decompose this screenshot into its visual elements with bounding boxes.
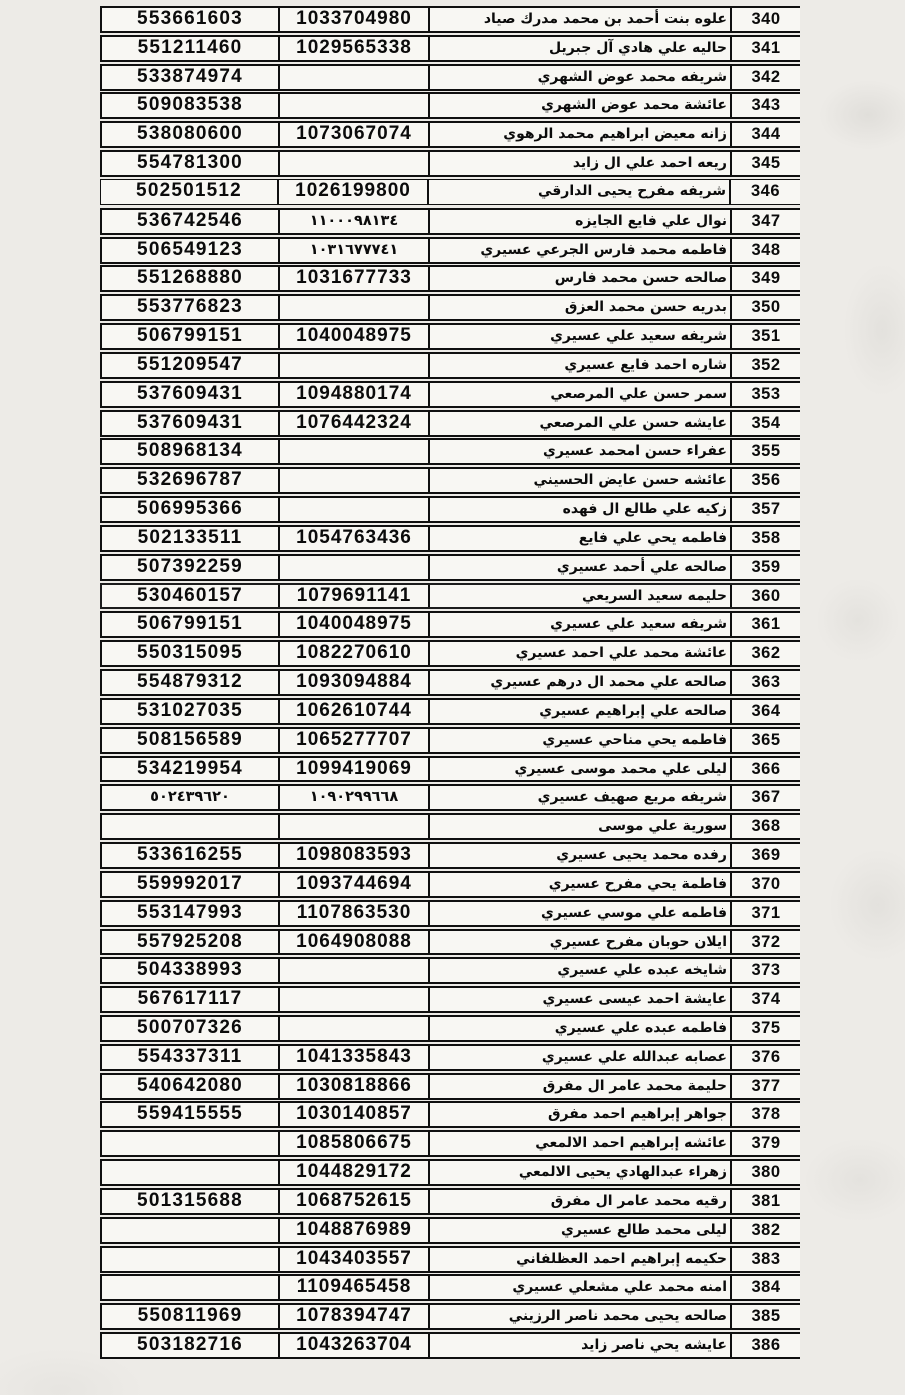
- national-id-cell: 1041335843: [280, 1046, 430, 1069]
- national-id-cell: 1078394747: [280, 1305, 430, 1328]
- table-row: [100, 583, 800, 610]
- phone-cell: [102, 1276, 280, 1299]
- phone-cell: [102, 1161, 280, 1184]
- table-row: [100, 92, 800, 119]
- name-cell: فاطمة يحي مفرح عسيري: [430, 873, 732, 896]
- phone-cell: 502133511: [102, 527, 280, 550]
- phone-cell: 540642080: [102, 1075, 280, 1098]
- phone-cell: 553776823: [102, 296, 280, 319]
- name-cell: صالحه حسن محمد فارس: [430, 267, 732, 290]
- row-number-cell: 360: [751, 586, 781, 605]
- phone-cell: [102, 815, 280, 838]
- phone-cell: 536742546: [102, 210, 280, 233]
- row-number-cell: 358: [751, 528, 781, 547]
- table-row: [100, 929, 800, 956]
- phone-cell: 500707326: [102, 1017, 280, 1040]
- name-cell: فاطمه محمد فارس الجرعي عسيري: [430, 239, 732, 262]
- row-number-cell: 351: [751, 327, 781, 346]
- phone-cell: 553147993: [102, 902, 280, 925]
- name-cell: شريفه سعيد علي عسيري: [430, 613, 732, 636]
- row-number-cell: 381: [751, 1191, 781, 1210]
- row-number-cell: 353: [751, 384, 781, 403]
- name-cell: عائشة محمد علي احمد عسيري: [430, 642, 732, 665]
- row-number-cell: 376: [751, 1047, 781, 1066]
- name-cell: حاليه علي هادي آل جبريل: [430, 37, 732, 60]
- national-id-cell: [280, 66, 430, 89]
- name-cell: ريعه احمد علي ال زايد: [430, 152, 732, 175]
- row-number-cell: 379: [751, 1134, 781, 1153]
- table-row: [100, 1130, 800, 1157]
- row-number-cell: 342: [751, 67, 781, 86]
- national-id-cell: [280, 354, 430, 377]
- phone-cell: 537609431: [102, 412, 280, 435]
- phone-cell: 509083538: [102, 94, 280, 117]
- national-id-cell: 1098083593: [280, 844, 430, 867]
- name-cell: جواهر إبراهيم احمد مفرق: [430, 1103, 732, 1126]
- table-row: [100, 698, 800, 725]
- row-number-cell: 356: [751, 471, 781, 490]
- row-number-cell: 346: [750, 181, 781, 200]
- phone-cell: 530460157: [102, 585, 280, 608]
- national-id-cell: 1065277707: [280, 729, 430, 752]
- national-id-cell: [280, 498, 430, 521]
- row-number-cell: 340: [751, 10, 781, 28]
- table-row: [100, 150, 800, 177]
- row-number-cell: 386: [751, 1336, 781, 1355]
- table-row: [100, 35, 800, 62]
- table-row: [100, 1246, 800, 1273]
- name-cell: عائشه إبراهيم احمد الالمعي: [430, 1132, 732, 1155]
- phone-cell: 550811969: [102, 1305, 280, 1328]
- table-row: [100, 1274, 800, 1301]
- row-number-cell: 380: [751, 1163, 781, 1182]
- national-id-cell: 1082270610: [280, 642, 430, 665]
- national-id-cell: 1030140857: [280, 1103, 430, 1126]
- table-row: [100, 179, 800, 205]
- name-cell: صالحه يحيى محمد ناصر الرزيني: [430, 1305, 732, 1328]
- name-cell: زهراء عبدالهادي يحيى الالمعي: [430, 1161, 732, 1184]
- row-number-cell: 361: [751, 615, 781, 634]
- name-cell: فاطمه يحي علي فايع: [430, 527, 732, 550]
- row-number-cell: 374: [751, 990, 781, 1009]
- row-number-cell: 367: [751, 788, 781, 807]
- national-id-cell: [280, 440, 430, 463]
- national-id-cell: [280, 556, 430, 579]
- national-id-cell: 1040048975: [280, 325, 430, 348]
- table-row: [100, 323, 800, 350]
- name-cell: شايخه عبده علي عسيري: [430, 959, 732, 982]
- national-id-cell: 1054763436: [280, 527, 430, 550]
- name-cell: صالحه علي إبراهيم عسيري: [430, 700, 732, 723]
- national-id-cell: 1040048975: [280, 613, 430, 636]
- national-id-cell: [280, 469, 430, 492]
- national-id-cell: 1107863530: [280, 902, 430, 925]
- row-number-cell: 348: [751, 240, 781, 259]
- name-cell: شريفه محمد عوض الشهري: [430, 66, 732, 89]
- row-number-cell: 375: [751, 1019, 781, 1037]
- national-id-cell: ١١٠٠٠٩٨١٣٤: [280, 210, 430, 233]
- row-number-cell: 373: [751, 961, 781, 980]
- row-number-cell: 366: [751, 759, 781, 778]
- table-row: [100, 1044, 800, 1071]
- phone-cell: [102, 1219, 280, 1242]
- table-row: [100, 554, 800, 581]
- row-number-cell: 362: [751, 644, 781, 663]
- table-row: [100, 208, 800, 235]
- phone-cell: 551209547: [102, 354, 280, 377]
- table-row: [100, 871, 800, 898]
- table-row: [100, 669, 800, 696]
- name-cell: فاطمه علي موسي عسيري: [430, 902, 732, 925]
- name-cell: شاره احمد فايع عسيري: [430, 354, 732, 377]
- name-cell: عايشه يحي ناصر زايد: [430, 1334, 732, 1357]
- table-row: [100, 525, 800, 552]
- row-number-cell: 363: [751, 673, 781, 692]
- row-number-cell: 377: [751, 1076, 781, 1095]
- row-number-cell: 365: [751, 730, 781, 749]
- phone-cell: 554879312: [102, 671, 280, 694]
- name-cell: عائشه حسن عايض الحسيني: [430, 469, 732, 492]
- name-cell: نوال علي فايع الجايزه: [430, 210, 732, 233]
- table-row: [100, 1303, 800, 1330]
- table-row: [100, 294, 800, 321]
- national-id-cell: 1029565338: [280, 37, 430, 60]
- name-cell: سورية علي موسى: [430, 815, 732, 838]
- national-id-cell: [280, 94, 430, 117]
- table-row: [100, 640, 800, 667]
- table-row: [100, 986, 800, 1013]
- name-cell: شريفه مريع صهيف عسيري: [430, 786, 732, 809]
- table-row: [100, 842, 800, 869]
- row-number-cell: 357: [751, 500, 781, 519]
- row-number-cell: 368: [751, 817, 781, 836]
- table-row: [100, 1073, 800, 1100]
- table-row: [100, 611, 800, 638]
- name-cell: شريفه مفرح يحيى الدارقي: [429, 180, 731, 204]
- row-number-cell: 364: [751, 701, 781, 720]
- phone-cell: 531027035: [102, 700, 280, 723]
- name-cell: ايلان حوبان مفرح عسيري: [430, 931, 732, 954]
- national-id-cell: 1085806675: [280, 1132, 430, 1155]
- national-id-cell: 1043403557: [280, 1248, 430, 1271]
- name-cell: رقيه محمد عامر ال مفرق: [430, 1190, 732, 1213]
- name-cell: صالحه علي أحمد عسيري: [430, 556, 732, 579]
- national-id-cell: 1062610744: [280, 700, 430, 723]
- row-number-cell: 347: [751, 211, 781, 230]
- table-row: [100, 438, 800, 465]
- table-row: [100, 467, 800, 494]
- national-id-cell: 1031677733: [280, 267, 430, 290]
- name-cell: بدريه حسن محمد العزق: [430, 296, 732, 319]
- table-row: [100, 756, 800, 783]
- table-row: [100, 1332, 800, 1359]
- name-cell: زكيه علي طالع ال فهده: [430, 498, 732, 521]
- name-cell: فاطمه يحي مناحي عسيري: [430, 729, 732, 752]
- national-id-cell: 1064908088: [280, 931, 430, 954]
- national-id-cell: 1093744694: [280, 873, 430, 896]
- name-cell: سمر حسن علي المرصعي: [430, 383, 732, 406]
- phone-cell: 550315095: [102, 642, 280, 665]
- phone-cell: ٥٠٢٤٣٩٦٢٠: [102, 786, 280, 809]
- table-row: [100, 727, 800, 754]
- name-cell: علوه بنت أحمد بن محمد مدرك صياد: [430, 8, 732, 31]
- phone-cell: 503182716: [102, 1334, 280, 1357]
- phone-cell: 506799151: [102, 613, 280, 636]
- row-number-cell: 341: [751, 38, 781, 57]
- row-number-cell: 344: [751, 125, 781, 144]
- national-id-cell: 1048876989: [280, 1219, 430, 1242]
- row-number-cell: 369: [751, 846, 781, 865]
- row-number-cell: 385: [751, 1307, 781, 1326]
- row-number-cell: 384: [751, 1278, 781, 1297]
- registry-table: [100, 6, 800, 1361]
- phone-cell: 504338993: [102, 959, 280, 982]
- phone-cell: 508968134: [102, 440, 280, 463]
- name-cell: عفراء حسن امحمد عسيري: [430, 440, 732, 463]
- table-row: [100, 784, 800, 811]
- row-number-cell: 354: [751, 413, 781, 432]
- row-number-cell: 355: [751, 442, 781, 461]
- national-id-cell: ١٠٩٠٢٩٩٦٦٨: [280, 786, 430, 809]
- row-number-cell: 349: [751, 269, 781, 288]
- table-row: [100, 813, 800, 840]
- national-id-cell: 1073067074: [280, 123, 430, 146]
- phone-cell: 506549123: [102, 239, 280, 262]
- national-id-cell: 1044829172: [280, 1161, 430, 1184]
- national-id-cell: 1079691141: [280, 585, 430, 608]
- row-number-cell: 378: [751, 1105, 781, 1124]
- phone-cell: 551268880: [102, 267, 280, 290]
- table-row: [100, 6, 800, 33]
- phone-cell: 559992017: [102, 873, 280, 896]
- phone-cell: 554337311: [102, 1046, 280, 1069]
- name-cell: رفده محمد يحيى عسيري: [430, 844, 732, 867]
- name-cell: حليمة محمد عامر ال مفرق: [430, 1075, 732, 1098]
- phone-cell: 533874974: [102, 66, 280, 89]
- national-id-cell: [280, 815, 430, 838]
- national-id-cell: [280, 988, 430, 1011]
- table-row: [100, 1188, 800, 1215]
- table-row: [100, 1159, 800, 1186]
- national-id-cell: 1094880174: [280, 383, 430, 406]
- national-id-cell: 1099419069: [280, 758, 430, 781]
- national-id-cell: 1043263704: [280, 1334, 430, 1357]
- national-id-cell: [280, 296, 430, 319]
- phone-cell: 533616255: [102, 844, 280, 867]
- row-number-cell: 345: [751, 154, 781, 173]
- national-id-cell: 1109465458: [280, 1276, 430, 1299]
- national-id-cell: 1076442324: [280, 412, 430, 435]
- phone-cell: 501315688: [102, 1190, 280, 1213]
- name-cell: ليلى علي محمد موسى عسيري: [430, 758, 732, 781]
- table-row: [100, 1101, 800, 1128]
- phone-cell: 559415555: [102, 1103, 280, 1126]
- national-id-cell: [280, 1017, 430, 1040]
- name-cell: امنه محمد علي مشعلي عسيري: [430, 1276, 732, 1299]
- row-number-cell: 352: [751, 355, 781, 374]
- row-number-cell: 343: [751, 96, 781, 115]
- name-cell: عصابه عبدالله علي عسيري: [430, 1046, 732, 1069]
- name-cell: شريفه سعيد علي عسيري: [430, 325, 732, 348]
- national-id-cell: 1068752615: [280, 1190, 430, 1213]
- name-cell: زانه معيض ابراهيم محمد الرهوي: [430, 123, 732, 146]
- phone-cell: 534219954: [102, 758, 280, 781]
- phone-cell: 538080600: [102, 123, 280, 146]
- row-number-cell: 382: [751, 1220, 781, 1239]
- national-id-cell: 1030818866: [280, 1075, 430, 1098]
- name-cell: حليمه سعيد السريعي: [430, 585, 732, 608]
- phone-cell: 507392259: [102, 556, 280, 579]
- table-row: [100, 1217, 800, 1244]
- national-id-cell: [280, 152, 430, 175]
- name-cell: عايشة احمد عيسى عسيري: [430, 988, 732, 1011]
- phone-cell: 532696787: [102, 469, 280, 492]
- table-row: [100, 352, 800, 379]
- national-id-cell: 1033704980: [280, 8, 430, 31]
- table-row: [100, 496, 800, 523]
- table-row: [100, 900, 800, 927]
- national-id-cell: [280, 959, 430, 982]
- table-row: [100, 237, 800, 264]
- row-number-cell: 370: [751, 874, 781, 893]
- phone-cell: 557925208: [102, 931, 280, 954]
- name-cell: ليلى محمد طالع عسيري: [430, 1219, 732, 1242]
- table-row: [100, 1015, 800, 1042]
- phone-cell: 567617117: [102, 988, 280, 1011]
- name-cell: صالحه علي محمد ال درهم عسيري: [430, 671, 732, 694]
- table-row: [100, 410, 800, 437]
- table-row: [100, 64, 800, 91]
- national-id-cell: 1026199800: [279, 180, 429, 204]
- row-number-cell: 359: [751, 557, 781, 576]
- table-row: [100, 265, 800, 292]
- name-cell: حكيمه إبراهيم احمد العظلفاني: [430, 1248, 732, 1271]
- national-id-cell: 1093094884: [280, 671, 430, 694]
- phone-cell: 554781300: [102, 152, 280, 175]
- phone-cell: [102, 1132, 280, 1155]
- phone-cell: 508156589: [102, 729, 280, 752]
- name-cell: فاطمه عبده علي عسيري: [430, 1017, 732, 1040]
- phone-cell: 506799151: [102, 325, 280, 348]
- row-number-cell: 372: [751, 932, 781, 951]
- name-cell: عائشة محمد عوض الشهري: [430, 94, 732, 117]
- phone-cell: 502501512: [101, 180, 279, 204]
- phone-cell: [102, 1248, 280, 1271]
- table-row: [100, 957, 800, 984]
- national-id-cell: ١٠٣١٦٧٧٧٤١: [280, 239, 430, 262]
- phone-cell: 506995366: [102, 498, 280, 521]
- table-row: [100, 381, 800, 408]
- name-cell: عايشه حسن علي المرصعي: [430, 412, 732, 435]
- phone-cell: 537609431: [102, 383, 280, 406]
- phone-cell: 553661603: [102, 8, 280, 31]
- table-row: [100, 121, 800, 148]
- row-number-cell: 371: [751, 903, 781, 922]
- phone-cell: 551211460: [102, 37, 280, 60]
- row-number-cell: 350: [751, 298, 781, 317]
- row-number-cell: 383: [751, 1249, 781, 1268]
